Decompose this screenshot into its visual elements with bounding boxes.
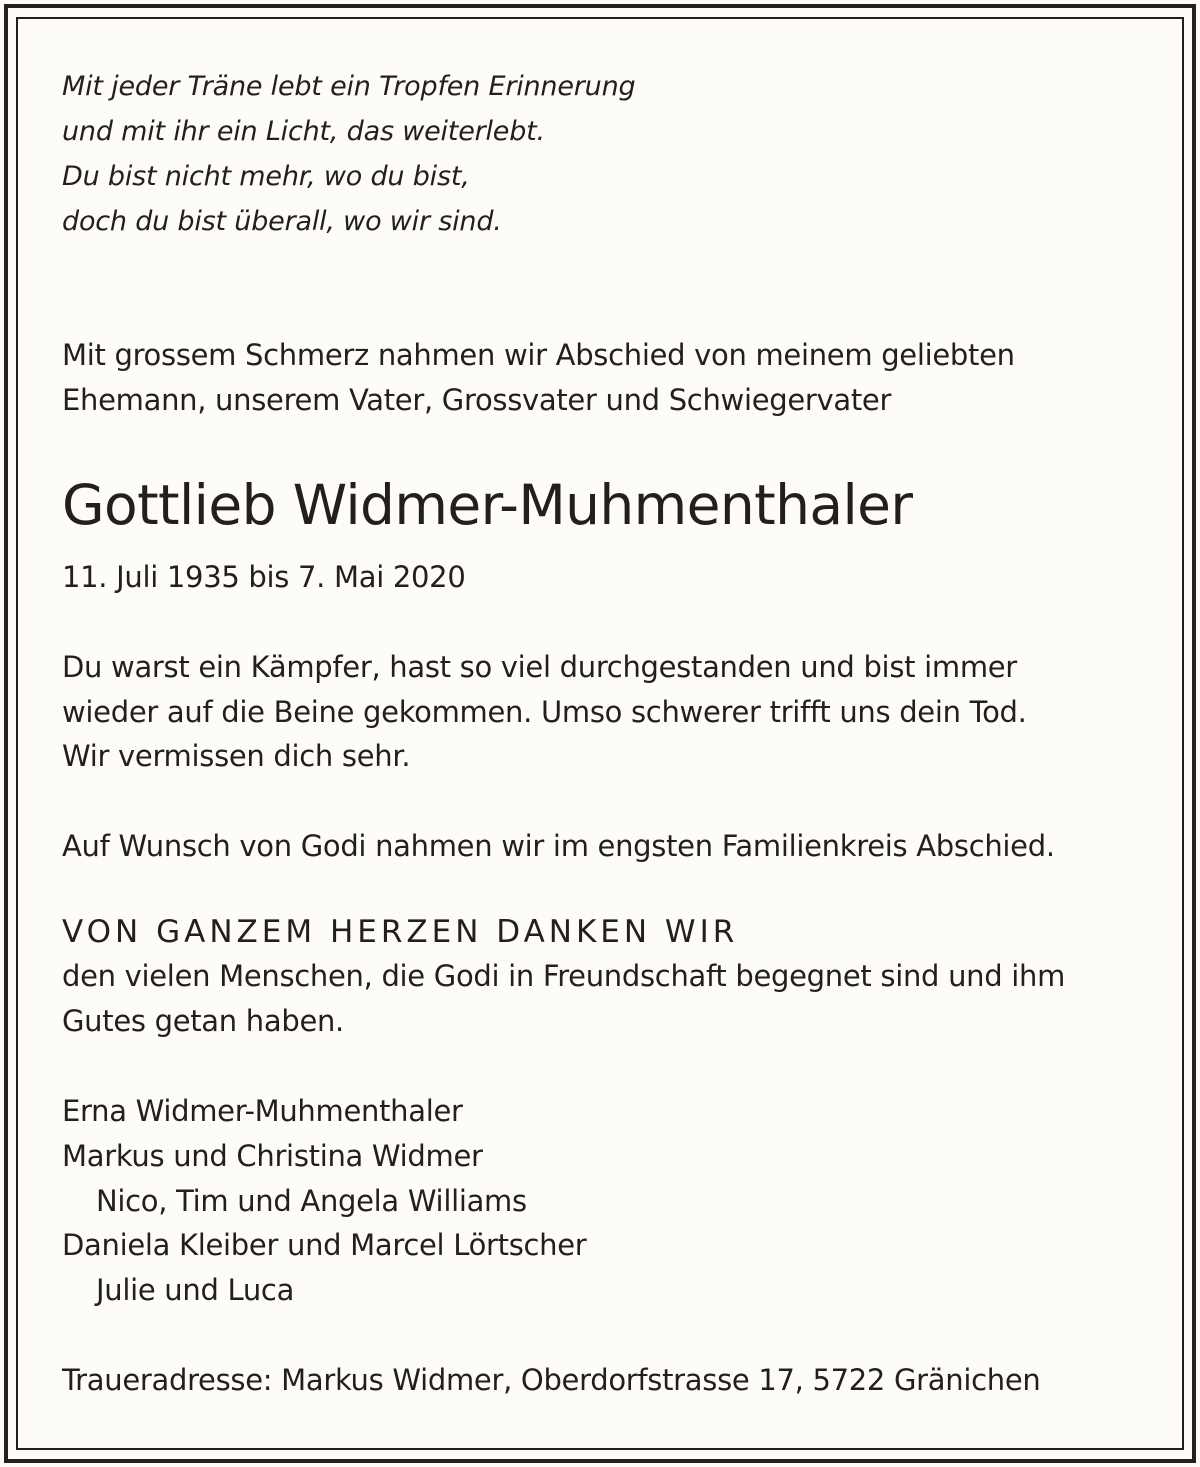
mourner-name: Markus und Christina Widmer: [62, 1138, 483, 1173]
poem-line: Mit jeder Träne lebt ein Tropfen Erinnerung: [62, 71, 636, 102]
mourner-name: Daniela Kleiber und Marcel Lörtscher: [62, 1228, 587, 1263]
intro-line: Ehemann, unserem Vater, Grossvater und Schwiegervater: [62, 382, 892, 417]
mourner-name: Julie und Luca: [96, 1273, 295, 1308]
poem-line: und mit ihr ein Licht, das weiterlebt.: [62, 116, 545, 147]
mourner-name: Erna Widmer-Muhmenthaler: [62, 1094, 463, 1128]
thanks-line: Gutes getan haben.: [62, 1003, 344, 1038]
poem: [62, 64, 635, 244]
mourners-list: [62, 1089, 586, 1313]
intro-line: Mit grossem Schmerz nahmen wir Abschied von meinem geliebten: [62, 338, 1015, 372]
message-line: Wir vermissen dich sehr.: [62, 739, 411, 773]
mourner-name: Nico, Tim und Angela Williams: [96, 1183, 527, 1218]
message-line: Du warst ein Kämpfer, hast so viel durchgestanden und bist immer: [62, 650, 1017, 684]
poem-line: doch du bist überall, wo wir sind.: [62, 206, 502, 237]
thanks-heading: VON GANZEM HERZEN DANKEN WIR: [62, 914, 739, 950]
deceased-name: Gottlieb Widmer-Muhmenthaler: [62, 473, 913, 537]
intro-text: [62, 333, 1015, 422]
message-line: wieder auf die Beine gekommen. Umso schwerer trifft uns dein Tod.: [62, 694, 1027, 729]
poem-line: Du bist nicht mehr, wo du bist,: [62, 161, 470, 192]
thanks-text: [62, 954, 1065, 1043]
thanks-line: den vielen Menschen, die Godi in Freundschaft begegnet sind und ihm: [62, 959, 1066, 993]
life-dates: 11. Juli 1935 bis 7. Mai 2020: [62, 560, 466, 594]
mourning-address: Traueradresse: Markus Widmer, Oberdorfstrasse 17, 5722 Gränichen: [62, 1363, 1041, 1397]
message-text: [62, 645, 1027, 779]
farewell-note: Auf Wunsch von Godi nahmen wir im engsten Familienkreis Abschied.: [62, 829, 1055, 863]
